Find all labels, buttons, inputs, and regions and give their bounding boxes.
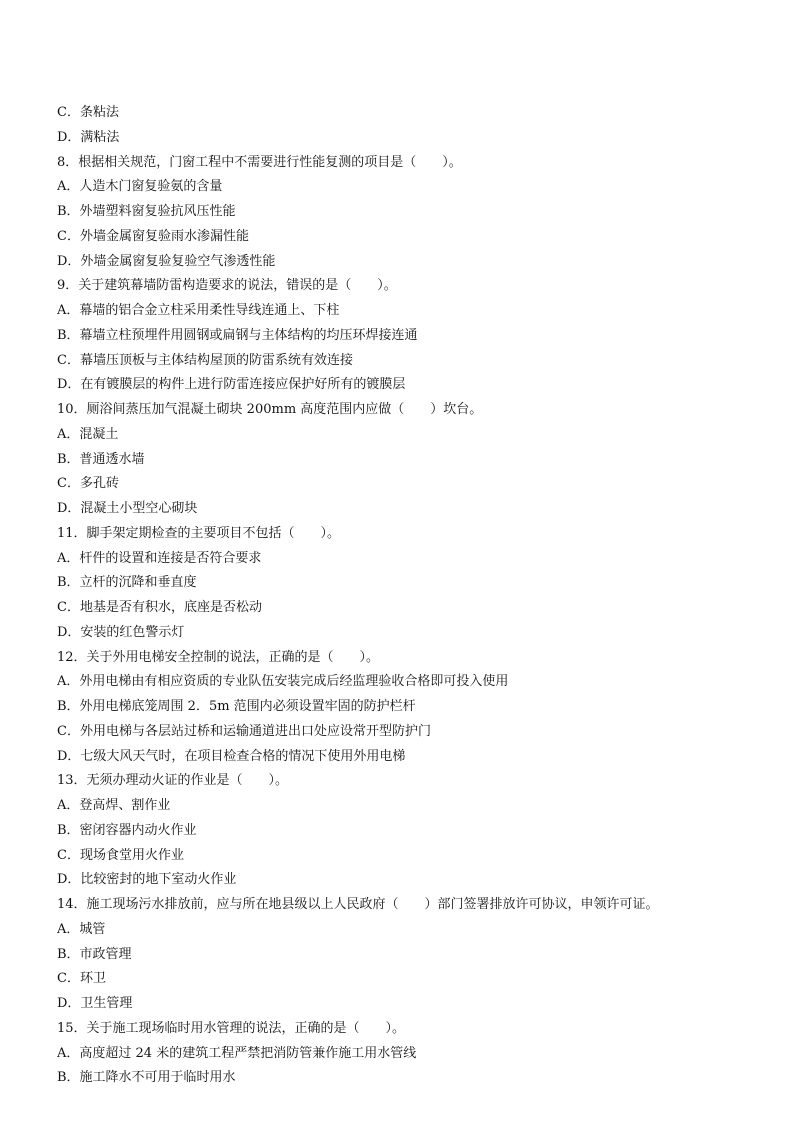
q15-option-b: B．施工降水不可用于临时用水 xyxy=(57,1070,236,1086)
q9-option-b: B．幕墙立柱预埋件用圆钢或扁钢与主体结构的均压环焊接连通 xyxy=(57,327,418,343)
question-14: 14．施工现场污水排放前，应与所在地县级以上人民政府（ ）部门签署排放许可协议，申领许可证。 xyxy=(57,897,659,912)
q13-option-d: D．比较密封的地下室动火作业 xyxy=(57,872,237,888)
q11-option-a: A．杆件的设置和连接是否符合要求 xyxy=(57,550,262,566)
question-11: 11．脚手架定期检查的主要项目不包括（ ）。 xyxy=(57,525,341,541)
question-9: 9．关于建筑幕墙防雷构造要求的说法，错误的是（ ）。 xyxy=(57,278,397,294)
q10-option-c: C．多孔砖 xyxy=(57,476,119,492)
question-12: 12．关于外用电梯安全控制的说法，正确的是（ ）。 xyxy=(57,649,380,665)
q8-option-a: A．人造木门窗复验氨的含量 xyxy=(57,179,223,195)
q14-option-c: C．环卫 xyxy=(57,971,106,987)
q10-option-b: B．普通透水墙 xyxy=(57,451,145,467)
q11-option-c: C．地基是否有积水，底座是否松动 xyxy=(57,600,262,615)
q12-option-a: A．外用电梯由有相应资质的专业队伍安装完成后经监理验收合格即可投入使用 xyxy=(57,674,509,690)
q9-option-a: A．幕墙的铝合金立柱采用柔性导线连通上、下柱 xyxy=(57,303,340,318)
q8-option-d: D．外墙金属窗复验复验空气渗透性能 xyxy=(57,253,276,269)
question-text-block xyxy=(57,101,757,1091)
q14-option-a: A．城管 xyxy=(57,921,106,937)
question-15: 15．关于施工现场临时用水管理的说法，正确的是（ ）。 xyxy=(57,1020,406,1036)
q10-option-d: D．混凝土小型空心砌块 xyxy=(57,501,198,516)
q13-option-c: C．现场食堂用火作业 xyxy=(57,847,184,863)
question-8: 8．根据相关规范，门窗工程中不需要进行性能复测的项目是（ ）。 xyxy=(57,154,462,170)
q13-option-b: B．密闭容器内动火作业 xyxy=(57,822,197,838)
question-13: 13．无须办理动火证的作业是（ ）。 xyxy=(57,773,289,789)
q14-option-d: D．卫生管理 xyxy=(57,996,133,1011)
q12-option-b: B．外用电梯底笼周围 2．5m 范围内必须设置牢固的防护栏杆 xyxy=(57,699,416,714)
q14-option-b: B．市政管理 xyxy=(57,946,132,962)
q11-option-d: D．安装的红色警示灯 xyxy=(57,624,185,640)
line-option-d-prev: D．满粘法 xyxy=(57,129,120,145)
q11-option-b: B．立杆的沉降和垂直度 xyxy=(57,575,197,591)
q15-option-a: A．高度超过 24 米的建筑工程严禁把消防管兼作施工用水管线 xyxy=(57,1045,417,1061)
q9-option-c: C．幕墙压顶板与主体结构屋顶的防雷系统有效连接 xyxy=(57,352,353,368)
question-10: 10．厕浴间蒸压加气混凝土砌块 200mm 高度范围内应做（ ）坎台。 xyxy=(57,402,483,417)
q8-option-c: C．外墙金属窗复验雨水渗漏性能 xyxy=(57,228,249,244)
q12-option-c: C．外用电梯与各层站过桥和运输通道进出口处应设常开型防护门 xyxy=(57,723,431,739)
q13-option-a: A．登高焊、割作业 xyxy=(57,798,171,813)
q12-option-d: D．七级大风天气时，在项目检查合格的情况下使用外用电梯 xyxy=(57,748,406,764)
q10-option-a: A．混凝土 xyxy=(57,426,119,442)
line-option-c-prev: C．条粘法 xyxy=(57,105,119,120)
q8-option-b: B．外墙塑料窗复验抗风压性能 xyxy=(57,204,236,219)
q9-option-d: D．在有镀膜层的构件上进行防雷连接应保护好所有的镀膜层 xyxy=(57,377,406,393)
